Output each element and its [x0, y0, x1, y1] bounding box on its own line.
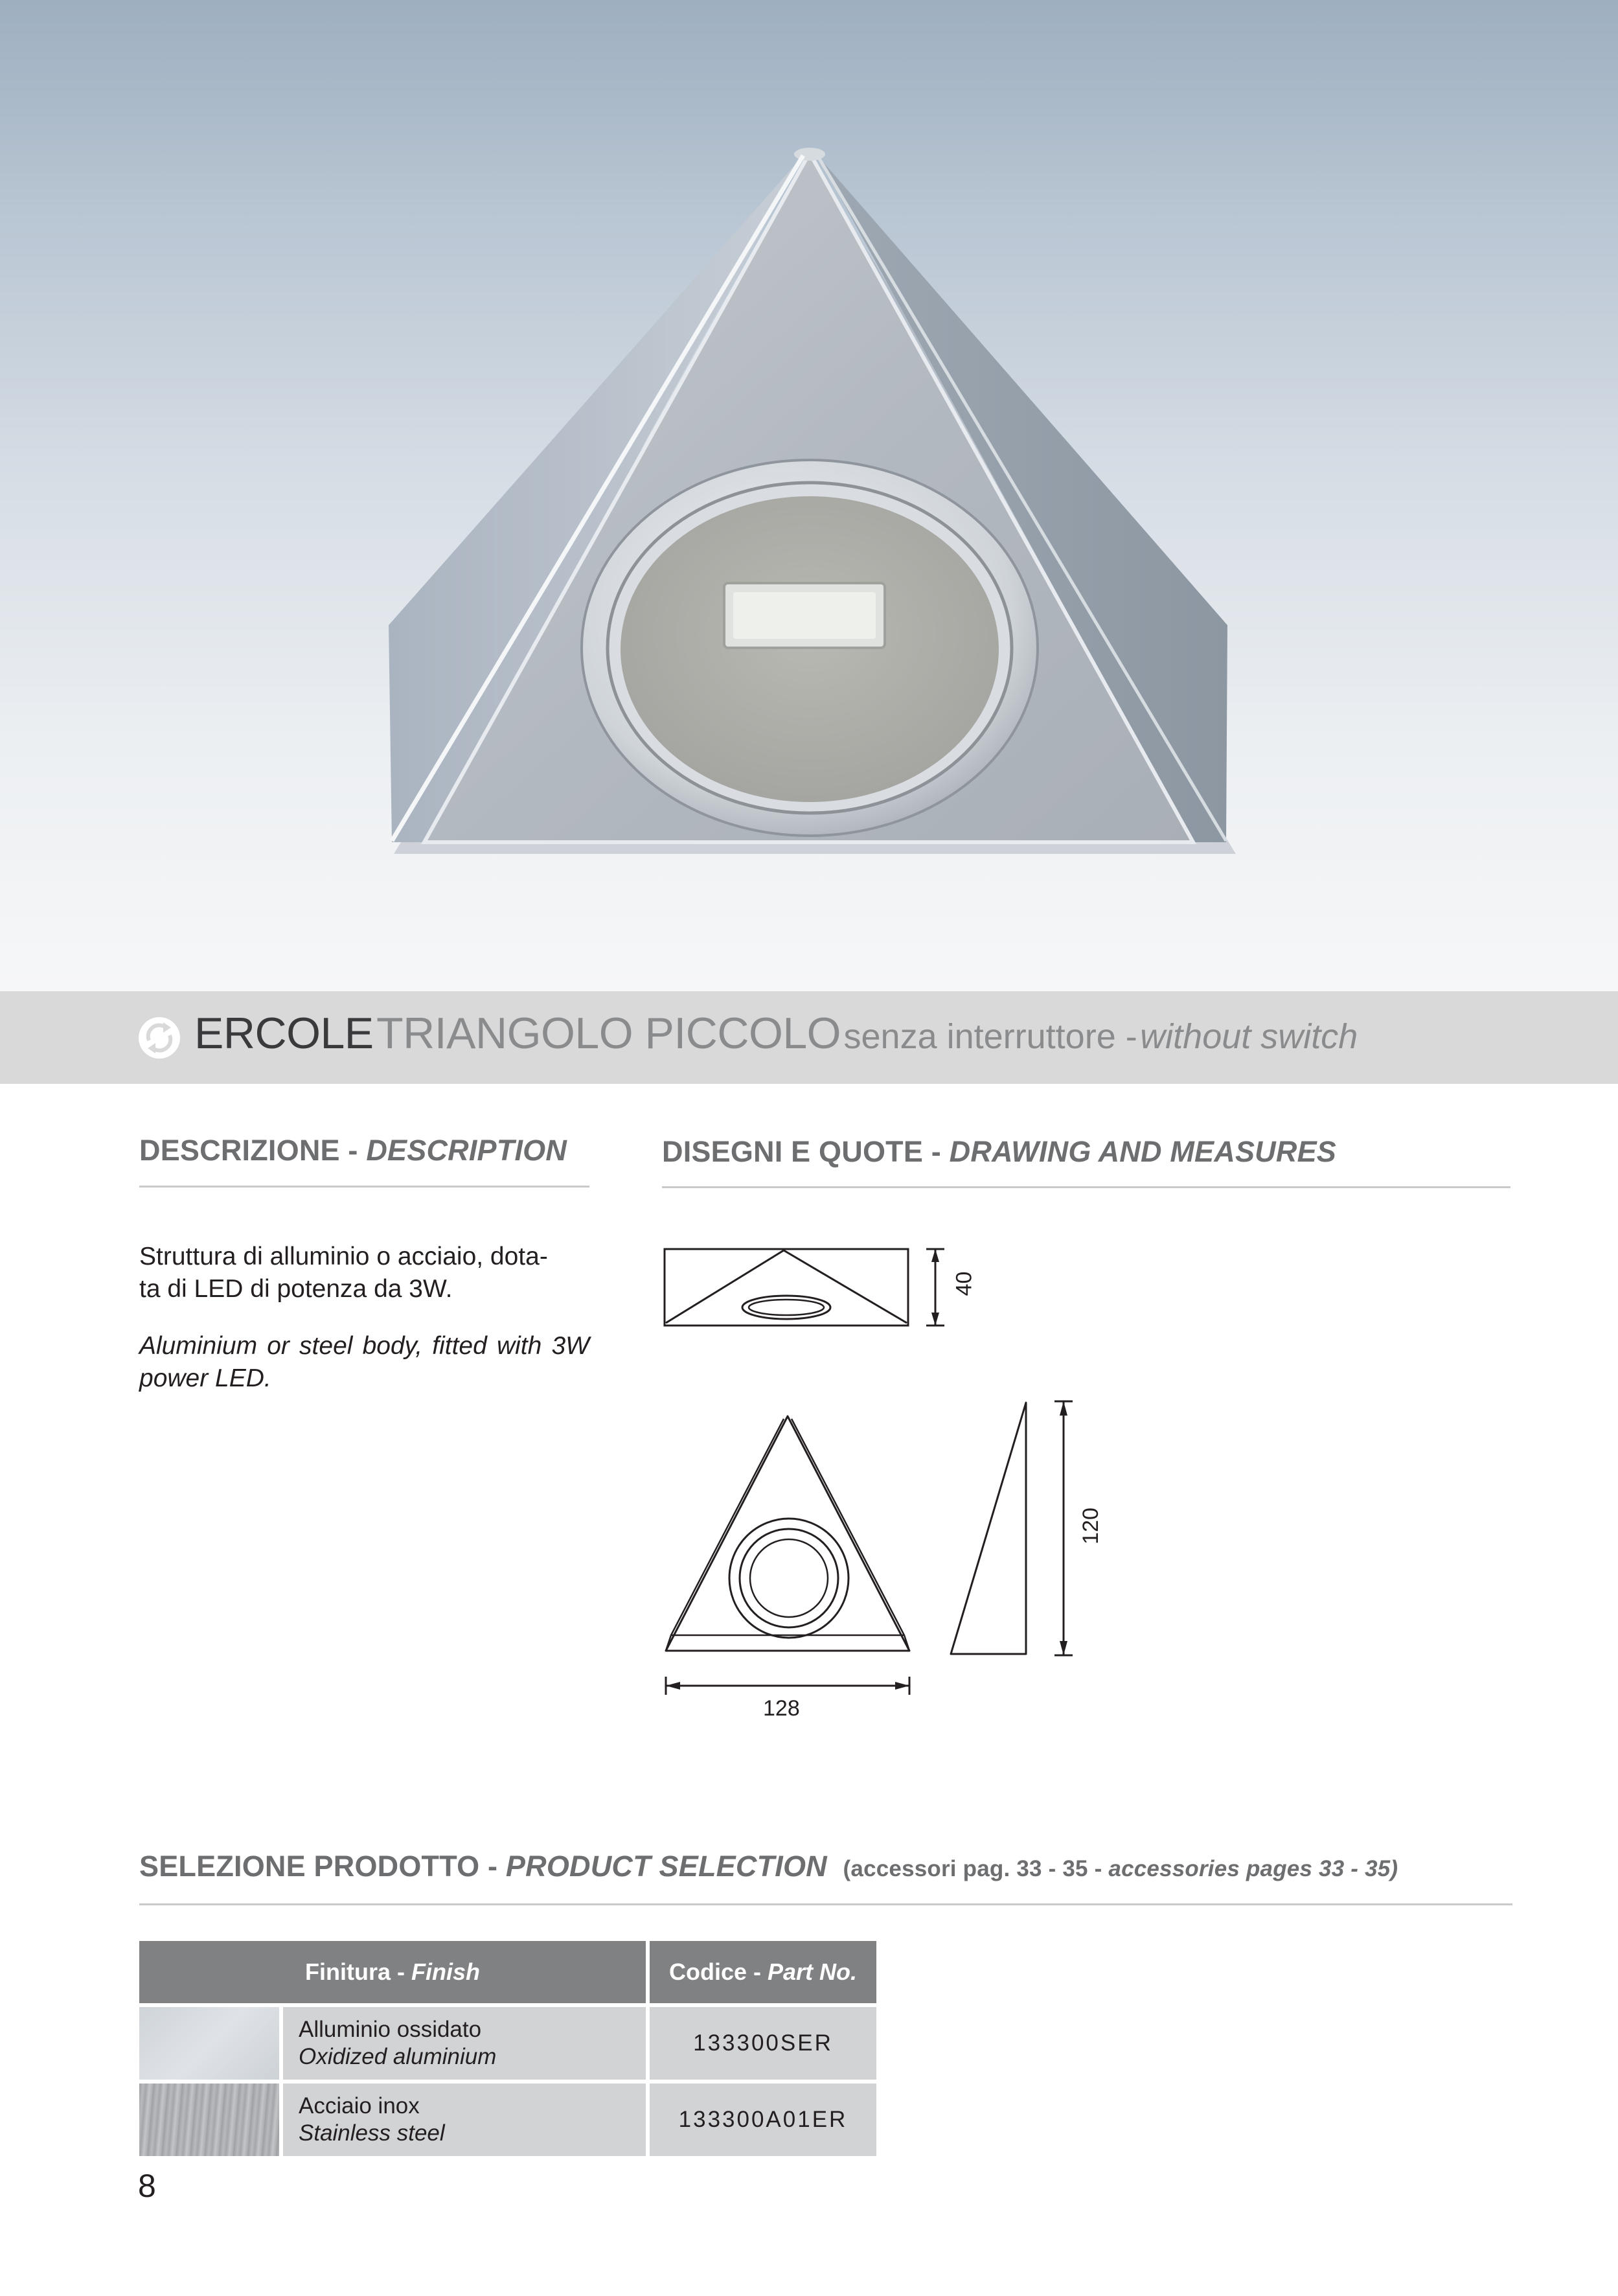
product-brand: ERCOLE — [194, 1009, 374, 1058]
product-subtitle-it: senza interruttore - — [843, 1017, 1137, 1056]
description-divider — [139, 1186, 589, 1188]
finish-name-en: Oxidized aluminium — [299, 2044, 497, 2069]
finish-name-it: Alluminio ossidato — [299, 2017, 482, 2042]
accessories-note — [843, 1856, 1398, 1881]
page-number: 8 — [138, 2168, 156, 2204]
finish-name-en: Stainless steel — [299, 2120, 445, 2146]
product-selection-table — [135, 1937, 880, 2160]
accessories-note-it: (accessori pag. 33 - 35 - — [843, 1856, 1102, 1881]
description-heading — [139, 1134, 567, 1167]
code-column-header — [650, 1941, 876, 2003]
product-model: TRIANGOLO PICCOLO — [376, 1009, 841, 1058]
finish-cell — [283, 2084, 646, 2156]
code-header-en: Part No. — [768, 1958, 858, 1985]
table-row — [139, 2084, 876, 2156]
description-text-en: Aluminium or steel body, fitted with 3W power LED. — [139, 1332, 589, 1392]
triangle-light-illustration — [0, 0, 1618, 991]
product-photo — [0, 0, 1618, 991]
selection-heading-en: PRODUCT SELECTION — [505, 1850, 827, 1883]
product-subtitle-en: without switch — [1140, 1017, 1358, 1056]
accessories-note-en: accessories pages 33 - 35) — [1108, 1856, 1398, 1881]
top-view-drawing — [661, 1411, 920, 1709]
dimension-height-label: 40 — [951, 1271, 977, 1296]
finish-name-it: Acciaio inox — [299, 2093, 420, 2118]
finish-cell — [283, 2007, 646, 2080]
front-view-drawing — [661, 1243, 965, 1333]
selection-heading — [139, 1850, 1398, 1883]
description-text-it-line1: Struttura di alluminio o acciaio, dota- — [139, 1243, 548, 1270]
finish-header-it: Finitura - — [305, 1958, 405, 1985]
finish-swatch-aluminium — [139, 2007, 279, 2080]
drawing-heading — [662, 1135, 1336, 1169]
finish-column-header — [139, 1941, 646, 2003]
table-row — [139, 2007, 876, 2080]
description-text-it — [139, 1241, 589, 1305]
product-title-band — [0, 991, 1618, 1084]
selection-divider — [139, 1903, 1512, 1905]
drawing-divider — [662, 1186, 1510, 1188]
finish-swatch-stainless — [139, 2084, 279, 2156]
drawing-heading-it: DISEGNI E QUOTE - — [662, 1135, 941, 1168]
part-number: 133300A01ER — [650, 2084, 876, 2156]
description-heading-en: DESCRIPTION — [366, 1134, 567, 1167]
drawing-heading-en: DRAWING AND MEASURES — [949, 1135, 1337, 1168]
side-view-drawing — [946, 1396, 1088, 1668]
table-header-row — [139, 1941, 876, 2003]
dimension-depth-label: 120 — [1078, 1508, 1103, 1544]
recycle-arrows-icon — [137, 1016, 181, 1060]
finish-header-en: Finish — [411, 1958, 480, 1985]
selection-heading-it: SELEZIONE PRODOTTO - — [139, 1850, 498, 1883]
dimension-width-label: 128 — [763, 1696, 800, 1721]
part-number: 133300SER — [650, 2007, 876, 2080]
description-text-it-line2: ta di LED di potenza da 3W. — [139, 1275, 453, 1303]
description-heading-it: DESCRIZIONE - — [139, 1134, 358, 1167]
product-title — [194, 1008, 1358, 1059]
code-header-it: Codice - — [668, 1958, 761, 1985]
